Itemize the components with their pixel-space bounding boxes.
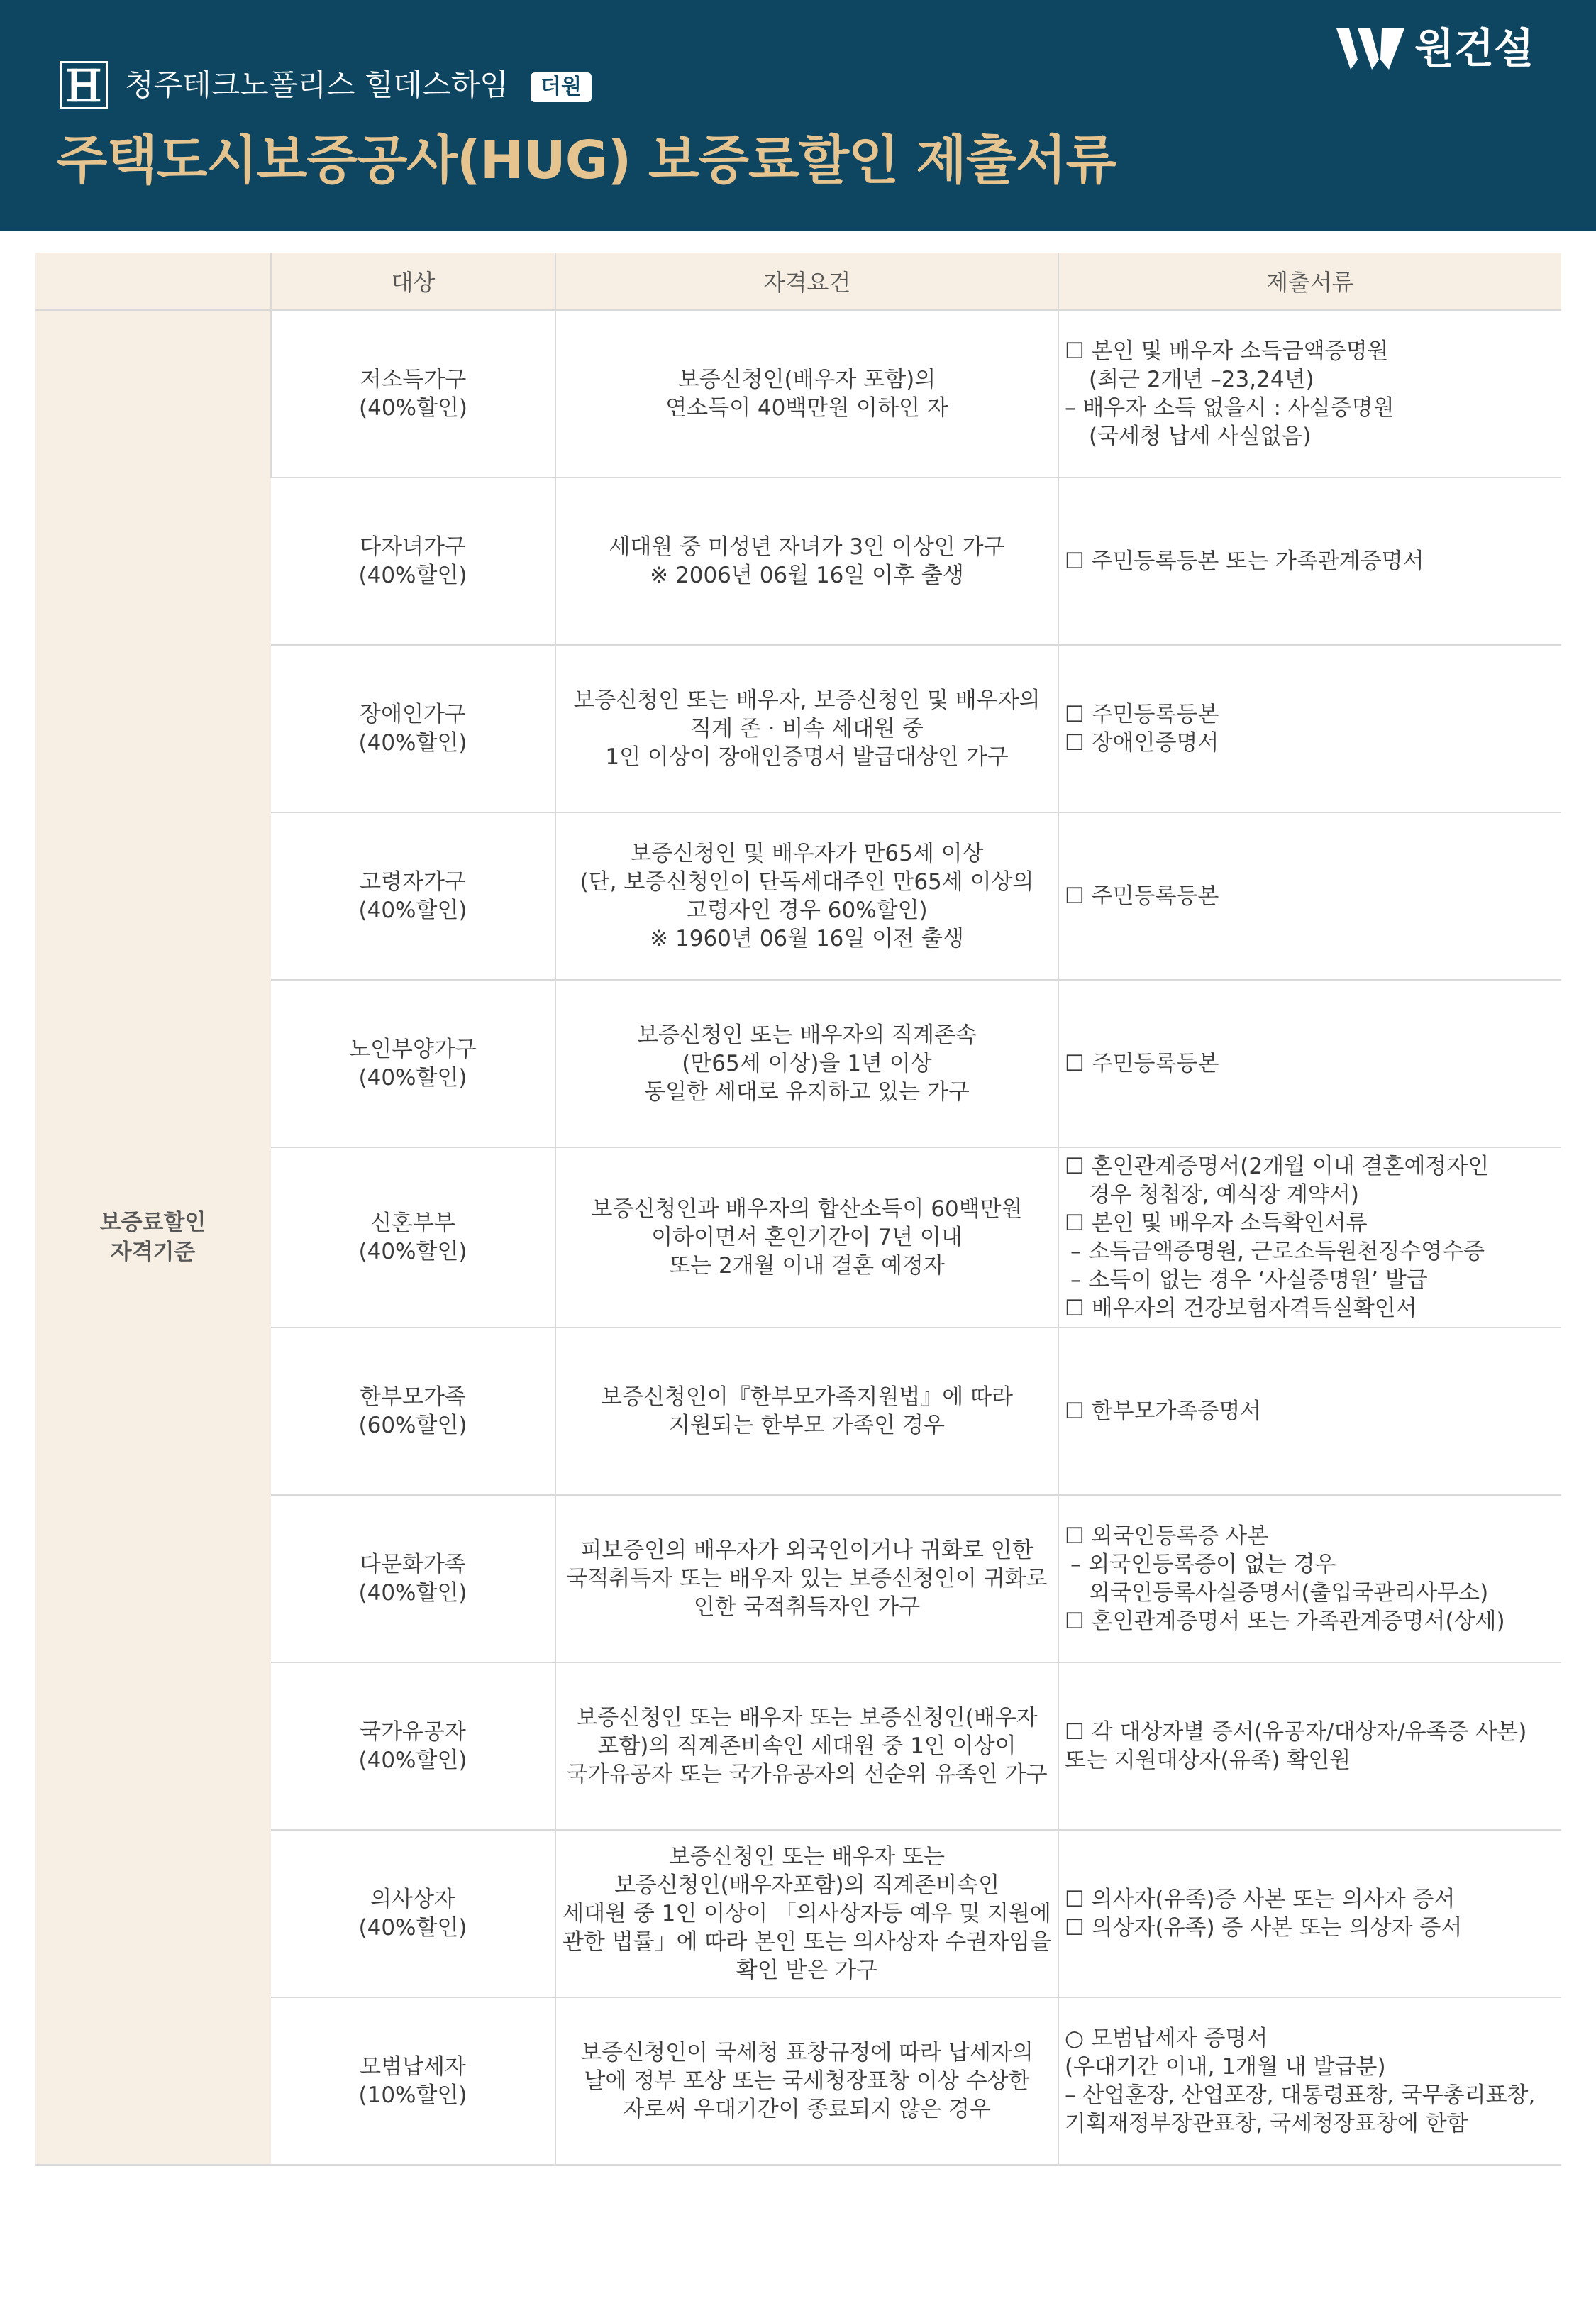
document-line: – 소득금액증명원, 근로소득원천징수영수증 [1070,1239,1485,1264]
document-line: – 산업훈장, 산업포장, 대통령표창, 국무총리표창, [1065,2082,1536,2108]
requirement-cell [555,812,1058,980]
column-header-requirement: 자격요건 [555,253,1058,310]
target-name: 다자녀가구 [360,534,466,560]
document-line: (최근 2개년 –23,24년) [1089,367,1314,392]
page-header [0,0,1596,231]
row-group-label [35,310,271,2165]
requirement-cell [555,1997,1058,2165]
project-name: 청주테크노폴리스 힐데스하임 [125,67,509,102]
requirement-line: (만65세 이상)을 1년 이상 [682,1051,932,1076]
requirement-cell [555,1147,1058,1328]
requirement-line: 연소득이 40백만원 이하인 자 [665,395,948,421]
requirement-line: 동일한 세대로 유지하고 있는 가구 [644,1079,970,1105]
document-line: 기획재정부장관표창, 국세청장표창에 한함 [1065,2111,1468,2136]
document-line: (우대기간 이내, 1개월 내 발급분) [1065,2054,1386,2080]
target-cell [271,310,555,478]
target-cell [271,812,555,980]
row-group-header-cell [35,253,271,310]
target-cell [271,1662,555,1830]
requirement-line: 보증신청인 및 배우자가 만65세 이상 [630,841,984,866]
documents-cell [1058,310,1561,478]
target-discount: (40%할인) [358,1239,467,1264]
column-header-target: 대상 [271,253,555,310]
target-name: 신혼부부 [370,1210,455,1236]
target-discount: (10%할인) [358,2082,467,2108]
requirement-cell [555,1830,1058,1997]
document-line: ☐ 주민등록등본 [1065,702,1219,727]
requirement-line: 포함)의 직계존비속인 세대원 중 1인 이상이 [597,1733,1016,1759]
requirement-line: 이하이면서 혼인기간이 7년 이내 [651,1225,963,1250]
requirement-cell [555,980,1058,1147]
document-line: ○ 모범납세자 증명서 [1065,2026,1268,2051]
documents-cell [1058,1662,1561,1830]
document-line: ☐ 혼인관계증명서 또는 가족관계증명서(상세) [1065,1609,1505,1634]
target-discount: (40%할인) [358,898,467,923]
documents-cell [1058,980,1561,1147]
requirement-line: 세대원 중 미성년 자녀가 3인 이상인 가구 [609,534,1005,560]
table-header-row [35,253,1561,310]
requirement-line: 자로써 우대기간이 종료되지 않은 경우 [623,2097,991,2122]
documents-cell [1058,645,1561,812]
column-header-documents: 제출서류 [1058,253,1561,310]
target-discount: (40%할인) [358,730,467,756]
document-line: – 소득이 없는 경우 ‘사실증명원’ 발급 [1070,1267,1428,1293]
requirement-line: 보증신청인 또는 배우자 또는 보증신청인(배우자 [576,1705,1038,1731]
documents-cell [1058,1830,1561,1997]
requirement-line: 국적취득자 또는 배우자 있는 보증신청인이 귀화로 [566,1566,1048,1591]
won-construction-logo-icon [1336,24,1406,72]
document-line: ☐ 본인 및 배우자 소득금액증명원 [1065,338,1389,364]
requirement-line: 보증신청인 또는 배우자 또는 [669,1844,945,1870]
documents-cell [1058,812,1561,980]
discount-documents-table [35,253,1561,2166]
document-line: 외국인등록사실증명서(출입국관리사무소) [1089,1580,1489,1606]
target-name: 국가유공자 [360,1719,466,1745]
document-line: ☐ 각 대상자별 증서(유공자/대상자/유족증 사본) [1065,1719,1527,1745]
document-line: ☐ 주민등록등본 [1065,1051,1219,1076]
requirement-line: 보증신청인(배우자포함)의 직계존비속인 [614,1872,1000,1898]
target-cell [271,1147,555,1328]
requirement-line: 세대원 중 1인 이상이 「의사상자등 예우 및 지원에 [563,1901,1051,1926]
target-cell [271,1830,555,1997]
requirement-line: (단, 보증신청인이 단독세대주인 만65세 이상의 [580,869,1034,895]
target-cell [271,478,555,645]
requirement-cell [555,1328,1058,1495]
row-group-label-line: 자격기준 [110,1240,196,1265]
documents-cell [1058,1495,1561,1662]
document-line: – 배우자 소득 없을시 : 사실증명원 [1065,395,1395,421]
document-line: 또는 지원대상자(유족) 확인원 [1065,1748,1351,1773]
target-discount: (40%할인) [358,1580,467,1606]
target-discount: (40%할인) [358,1065,467,1091]
requirement-line: 피보증인의 배우자가 외국인이거나 귀화로 인한 [580,1538,1033,1563]
requirement-cell [555,310,1058,478]
requirement-cell [555,478,1058,645]
target-discount: (40%할인) [358,563,467,588]
requirement-line: 국가유공자 또는 국가유공자의 선순위 유족인 가구 [566,1762,1048,1787]
target-cell [271,980,555,1147]
target-name: 노인부양가구 [349,1037,477,1062]
target-cell [271,1495,555,1662]
document-line: 경우 청첩장, 예식장 계약서) [1089,1182,1359,1208]
document-line: – 외국인등록증이 없는 경우 [1070,1552,1336,1577]
target-cell [271,645,555,812]
requirement-line: 날에 정부 포상 또는 국세청장표창 이상 수상한 [584,2068,1030,2094]
documents-cell [1058,1147,1561,1328]
requirement-line: ※ 1960년 06월 16일 이전 출생 [650,926,964,951]
requirement-line: 지원되는 한부모 가족인 경우 [669,1413,945,1438]
documents-cell [1058,1328,1561,1495]
target-discount: (40%할인) [359,395,467,421]
page-title: 주택도시보증공사(HUG) 보증료할인 제출서류 [57,130,1116,191]
hildesheim-logo-icon [60,61,108,109]
brand-name: 원건설 [1414,24,1534,72]
target-name: 장애인가구 [360,702,466,727]
document-line: ☐ 주민등록등본 [1065,883,1219,909]
requirement-line: ※ 2006년 06월 16일 이후 출생 [650,563,964,588]
brand [1336,21,1549,75]
requirement-line: 고령자인 경우 60%할인) [686,898,928,923]
document-line: ☐ 본인 및 배우자 소득확인서류 [1065,1210,1368,1236]
requirement-line: 확인 받은 가구 [736,1958,878,1983]
requirement-line: 보증신청인이『한부모가족지원법』에 따라 [601,1384,1013,1410]
target-name: 모범납세자 [360,2054,466,2080]
requirement-cell [555,1662,1058,1830]
requirement-line: 보증신청인 또는 배우자, 보증신청인 및 배우자의 [573,688,1041,713]
document-line: ☐ 의상자(유족) 증 사본 또는 의상자 증서 [1065,1915,1463,1941]
document-line: ☐ 주민등록등본 또는 가족관계증명서 [1065,548,1424,574]
requirement-line: 1인 이상이 장애인증명서 발급대상인 가구 [605,744,1009,770]
target-name: 한부모가족 [360,1384,466,1410]
document-line: ☐ 외국인등록증 사본 [1065,1523,1269,1549]
requirement-line: 보증신청인이 국세청 표창규정에 따라 납세자의 [580,2040,1033,2065]
row-group-label-line: 보증료할인 [99,1210,206,1235]
requirement-line: 보증신청인과 배우자의 합산소득이 60백만원 [591,1196,1023,1222]
target-cell [271,1997,555,2165]
documents-cell [1058,478,1561,645]
target-name: 저소득가구 [360,367,467,392]
requirement-cell [555,645,1058,812]
document-line: ☐ 배우자의 건강보험자격득실확인서 [1065,1296,1417,1321]
documents-cell [1058,1997,1561,2165]
requirement-cell [555,1495,1058,1662]
target-name: 다문화가족 [360,1552,466,1577]
target-discount: (40%할인) [358,1915,467,1941]
requirement-line: 또는 2개월 이내 결혼 예정자 [669,1253,945,1279]
target-discount: (40%할인) [358,1748,467,1773]
requirement-line: 관한 법률」에 따라 본인 또는 의사상자 수권자임을 [562,1929,1052,1955]
project-badge: 더원 [531,72,592,102]
document-line: ☐ 의사자(유족)증 사본 또는 의사자 증서 [1065,1887,1456,1912]
requirement-line: 직계 존 · 비속 세대원 중 [690,716,924,741]
target-cell [271,1328,555,1495]
requirement-line: 인한 국적취득자인 가구 [693,1594,921,1620]
document-line: ☐ 한부모가족증명서 [1065,1399,1262,1424]
table-row [35,310,1561,478]
document-line: (국세청 납세 사실없음) [1089,424,1312,449]
requirement-line: 보증신청인 또는 배우자의 직계존속 [637,1022,977,1048]
requirement-line: 보증신청인(배우자 포함)의 [677,367,936,392]
target-discount: (60%할인) [358,1413,467,1438]
target-name: 의사상자 [370,1887,455,1912]
target-name: 고령자가구 [360,869,466,895]
document-line: ☐ 혼인관계증명서(2개월 이내 결혼예정자인 [1065,1154,1490,1179]
document-line: ☐ 장애인증명서 [1065,730,1219,756]
